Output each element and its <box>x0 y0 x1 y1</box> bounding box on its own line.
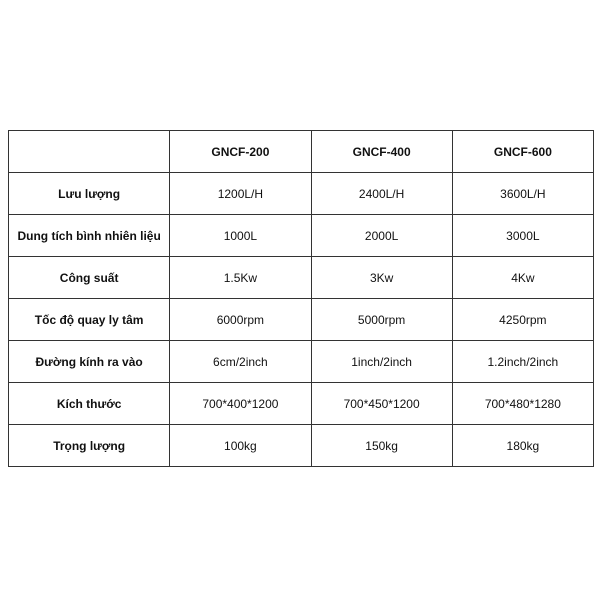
header-model-gncf-400: GNCF-400 <box>311 131 452 173</box>
table-header-row <box>9 131 594 173</box>
row-label: Dung tích bình nhiên liệu <box>9 215 170 257</box>
table-cell: 5000rpm <box>311 299 452 341</box>
table-cell: 100kg <box>170 425 311 467</box>
table-cell: 6000rpm <box>170 299 311 341</box>
row-label: Trọng lượng <box>9 425 170 467</box>
header-empty-cell <box>9 131 170 173</box>
spec-table <box>8 130 594 467</box>
table-cell: 1inch/2inch <box>311 341 452 383</box>
table-cell: 4250rpm <box>452 299 593 341</box>
table-cell: 180kg <box>452 425 593 467</box>
table-cell: 1200L/H <box>170 173 311 215</box>
table-cell: 700*480*1280 <box>452 383 593 425</box>
table-row <box>9 173 594 215</box>
table-cell: 150kg <box>311 425 452 467</box>
table-cell: 2400L/H <box>311 173 452 215</box>
table-row <box>9 215 594 257</box>
table-cell: 1.5Kw <box>170 257 311 299</box>
table-cell: 6cm/2inch <box>170 341 311 383</box>
table-cell: 700*400*1200 <box>170 383 311 425</box>
table-cell: 700*450*1200 <box>311 383 452 425</box>
table-row <box>9 257 594 299</box>
row-label: Đường kính ra vào <box>9 341 170 383</box>
table-cell: 4Kw <box>452 257 593 299</box>
row-label: Lưu lượng <box>9 173 170 215</box>
table-cell: 3Kw <box>311 257 452 299</box>
table-cell: 3600L/H <box>452 173 593 215</box>
table-cell: 3000L <box>452 215 593 257</box>
table-row <box>9 425 594 467</box>
table-row <box>9 299 594 341</box>
header-model-gncf-600: GNCF-600 <box>452 131 593 173</box>
table-row <box>9 383 594 425</box>
table-cell: 1.2inch/2inch <box>452 341 593 383</box>
table-cell: 1000L <box>170 215 311 257</box>
row-label: Công suất <box>9 257 170 299</box>
table-cell: 2000L <box>311 215 452 257</box>
header-model-gncf-200: GNCF-200 <box>170 131 311 173</box>
table-row <box>9 341 594 383</box>
row-label: Tốc độ quay ly tâm <box>9 299 170 341</box>
row-label: Kích thước <box>9 383 170 425</box>
